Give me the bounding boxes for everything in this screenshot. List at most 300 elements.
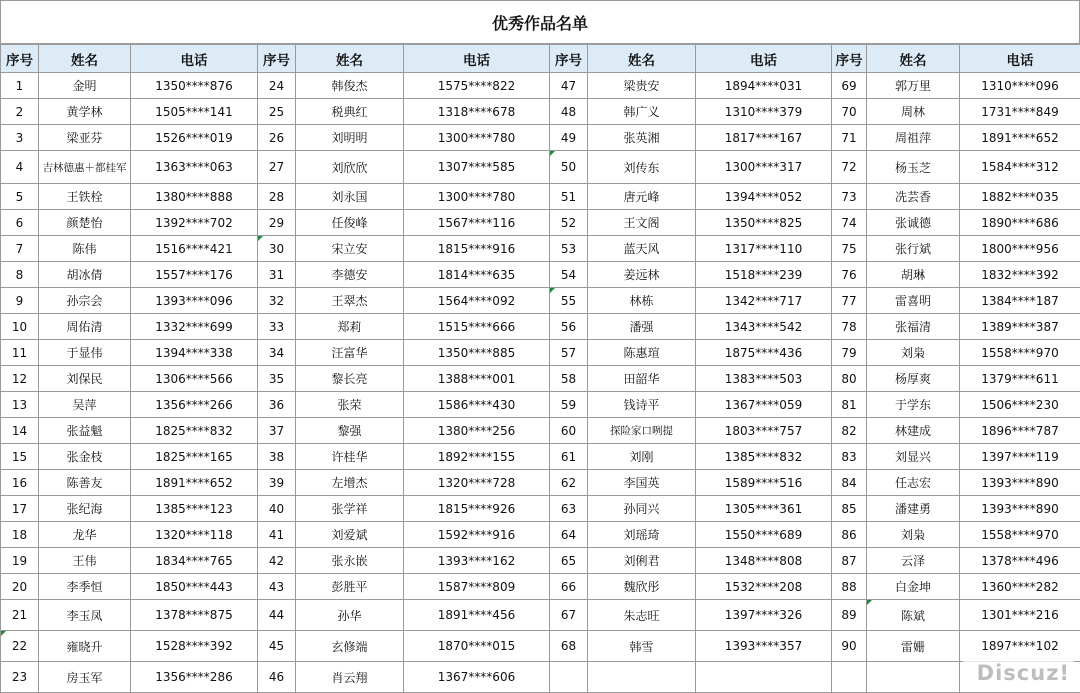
cell-index: 25: [258, 99, 296, 125]
cell-phone: 1825****165: [131, 444, 258, 470]
cell-phone: 1301****216: [960, 600, 1080, 631]
cell-name: 李季恒: [39, 574, 131, 600]
cell-name: 韩雪: [588, 631, 696, 662]
cell-name: 任俊峰: [296, 210, 404, 236]
cell-index: 10: [1, 314, 39, 340]
cell-name: 宋立安: [296, 236, 404, 262]
cell-name: 陈伟: [39, 236, 131, 262]
cell-name: 周祖萍: [867, 125, 960, 151]
cell-index: 84: [832, 470, 867, 496]
cell-index: 49: [550, 125, 588, 151]
cell-name: 任志宏: [867, 470, 960, 496]
header-name: 姓名: [867, 45, 960, 73]
cell-phone: 1589****516: [696, 470, 832, 496]
cell-phone: 1385****123: [131, 496, 258, 522]
cell-index: 64: [550, 522, 588, 548]
table-row: [1, 314, 1080, 340]
cell-index: 59: [550, 392, 588, 418]
cell-name: 潘强: [588, 314, 696, 340]
cell-phone: 1506****230: [960, 392, 1080, 418]
cell-index: 33: [258, 314, 296, 340]
header-name: 姓名: [39, 45, 131, 73]
cell-name: 刘瑶琦: [588, 522, 696, 548]
cell-name: 颜楚怡: [39, 210, 131, 236]
cell-phone: 1367****606: [404, 662, 550, 693]
cell-phone: 1870****015: [404, 631, 550, 662]
cell-name: 肖云翔: [296, 662, 404, 693]
cell-phone: 1897****102: [960, 631, 1080, 662]
cell-phone: 1305****361: [696, 496, 832, 522]
header-name: 姓名: [296, 45, 404, 73]
cell-phone: 1891****652: [960, 125, 1080, 151]
cell-name: 税典红: [296, 99, 404, 125]
cell-phone: 1380****888: [131, 184, 258, 210]
cell-index: 7: [1, 236, 39, 262]
cell-phone: 1348****808: [696, 548, 832, 574]
cell-phone: 1300****780: [404, 125, 550, 151]
cell-name: 张诚德: [867, 210, 960, 236]
header-row: [1, 45, 1080, 73]
cell-name: 陈斌: [867, 600, 960, 631]
cell-name: 白金坤: [867, 574, 960, 600]
cell-index: 74: [832, 210, 867, 236]
cell-phone: 1891****456: [404, 600, 550, 631]
cell-index: 63: [550, 496, 588, 522]
table-row: [1, 470, 1080, 496]
cell-phone: 1389****387: [960, 314, 1080, 340]
cell-name: 林建成: [867, 418, 960, 444]
cell-name: 韩广义: [588, 99, 696, 125]
cell-phone: 1392****702: [131, 210, 258, 236]
table-row: [1, 522, 1080, 548]
cell-index: 70: [832, 99, 867, 125]
cell-index: 38: [258, 444, 296, 470]
cell-index: 17: [1, 496, 39, 522]
cell-phone: 1385****832: [696, 444, 832, 470]
cell-phone: 1592****916: [404, 522, 550, 548]
cell-index: 13: [1, 392, 39, 418]
cell-phone: 1567****116: [404, 210, 550, 236]
cell-index: 80: [832, 366, 867, 392]
header-name: 姓名: [588, 45, 696, 73]
cell-index: 76: [832, 262, 867, 288]
header-index: 序号: [832, 45, 867, 73]
cell-name: 云泽: [867, 548, 960, 574]
cell-index: 72: [832, 151, 867, 184]
cell-phone: 1342****717: [696, 288, 832, 314]
cell-name: 张金枝: [39, 444, 131, 470]
cell-phone: [696, 662, 832, 693]
cell-index: 62: [550, 470, 588, 496]
cell-phone: 1586****430: [404, 392, 550, 418]
cell-name: 蓝天风: [588, 236, 696, 262]
cell-phone: 1393****890: [960, 470, 1080, 496]
cell-name: 钱诗平: [588, 392, 696, 418]
table-row: [1, 99, 1080, 125]
cell-name: 金明: [39, 73, 131, 99]
cell-index: 54: [550, 262, 588, 288]
cell-name: 陈善友: [39, 470, 131, 496]
cell-index: 65: [550, 548, 588, 574]
cell-name: [867, 662, 960, 693]
cell-phone: 1890****686: [960, 210, 1080, 236]
cell-index: 68: [550, 631, 588, 662]
table-row: [1, 236, 1080, 262]
cell-phone: 1318****678: [404, 99, 550, 125]
cell-phone: 1360****282: [960, 574, 1080, 600]
cell-index: 47: [550, 73, 588, 99]
cell-index: 52: [550, 210, 588, 236]
cell-name: 郭万里: [867, 73, 960, 99]
cell-index: 40: [258, 496, 296, 522]
cell-phone: 1397****326: [696, 600, 832, 631]
cell-index: 81: [832, 392, 867, 418]
cell-index: 73: [832, 184, 867, 210]
cell-index: 21: [1, 600, 39, 631]
cell-name: 吉林德惠＋都桂军: [39, 151, 131, 184]
cell-name: 张纪海: [39, 496, 131, 522]
table-row: [1, 366, 1080, 392]
cell-phone: 1815****916: [404, 236, 550, 262]
cell-phone: 1310****379: [696, 99, 832, 125]
cell-index: 86: [832, 522, 867, 548]
cell-index: 82: [832, 418, 867, 444]
cell-index: 50: [550, 151, 588, 184]
cell-name: 王文阁: [588, 210, 696, 236]
cell-index: 79: [832, 340, 867, 366]
cell-name: 王铁栓: [39, 184, 131, 210]
cell-phone: 1814****635: [404, 262, 550, 288]
cell-index: 48: [550, 99, 588, 125]
cell-index: 87: [832, 548, 867, 574]
cell-phone: 1505****141: [131, 99, 258, 125]
cell-phone: 1564****092: [404, 288, 550, 314]
cell-name: 潘建勇: [867, 496, 960, 522]
cell-name: 冼芸香: [867, 184, 960, 210]
cell-phone: 1550****689: [696, 522, 832, 548]
cell-index: 44: [258, 600, 296, 631]
cell-index: 69: [832, 73, 867, 99]
cell-name: 于学东: [867, 392, 960, 418]
table-row: [1, 600, 1080, 631]
cell-index: 66: [550, 574, 588, 600]
cell-name: 张荣: [296, 392, 404, 418]
cell-name: 玄修端: [296, 631, 404, 662]
cell-phone: 1584****312: [960, 151, 1080, 184]
cell-index: 31: [258, 262, 296, 288]
cell-phone: 1379****611: [960, 366, 1080, 392]
cell-phone: 1393****162: [404, 548, 550, 574]
cell-name: 刘刚: [588, 444, 696, 470]
cell-name: 房玉军: [39, 662, 131, 693]
cell-name: 刘枭: [867, 340, 960, 366]
cell-index: 43: [258, 574, 296, 600]
cell-index: [550, 662, 588, 693]
cell-name: 刘俐君: [588, 548, 696, 574]
cell-phone: 1343****542: [696, 314, 832, 340]
cell-index: 58: [550, 366, 588, 392]
table-row: [1, 125, 1080, 151]
cell-phone: 1558****970: [960, 522, 1080, 548]
cell-name: 周林: [867, 99, 960, 125]
cell-index: 30: [258, 236, 296, 262]
cell-index: 41: [258, 522, 296, 548]
cell-phone: 1532****208: [696, 574, 832, 600]
cell-name: 探险家口咧提: [588, 418, 696, 444]
cell-name: 龙华: [39, 522, 131, 548]
cell-index: 60: [550, 418, 588, 444]
sheet-title: 优秀作品名单: [0, 0, 1080, 44]
cell-phone: 1378****496: [960, 548, 1080, 574]
table-row: [1, 73, 1080, 99]
cell-phone: 1558****970: [960, 340, 1080, 366]
discuz-watermark: Discuz!: [963, 661, 1074, 685]
cell-phone: 1815****926: [404, 496, 550, 522]
cell-index: 36: [258, 392, 296, 418]
cell-index: 23: [1, 662, 39, 693]
cell-name: 黎强: [296, 418, 404, 444]
cell-index: 11: [1, 340, 39, 366]
cell-phone: 1310****096: [960, 73, 1080, 99]
cell-phone: 1516****421: [131, 236, 258, 262]
cell-phone: 1557****176: [131, 262, 258, 288]
cell-name: 张益魁: [39, 418, 131, 444]
cell-index: 22: [1, 631, 39, 662]
table-row: [1, 662, 1080, 693]
cell-name: 许桂华: [296, 444, 404, 470]
cell-name: 孙同兴: [588, 496, 696, 522]
cell-name: 王伟: [39, 548, 131, 574]
cell-index: 37: [258, 418, 296, 444]
cell-name: 刘传东: [588, 151, 696, 184]
table-row: [1, 418, 1080, 444]
cell-index: 89: [832, 600, 867, 631]
header-index: 序号: [258, 45, 296, 73]
cell-phone: 1393****096: [131, 288, 258, 314]
cell-name: 杨厚爽: [867, 366, 960, 392]
cell-name: 雷姗: [867, 631, 960, 662]
cell-index: 46: [258, 662, 296, 693]
cell-index: 83: [832, 444, 867, 470]
cell-phone: 1384****187: [960, 288, 1080, 314]
cell-name: 刘显兴: [867, 444, 960, 470]
cell-index: 67: [550, 600, 588, 631]
cell-index: 45: [258, 631, 296, 662]
cell-index: 39: [258, 470, 296, 496]
table-row: [1, 151, 1080, 184]
cell-phone: 1800****956: [960, 236, 1080, 262]
cell-phone: 1891****652: [131, 470, 258, 496]
cell-name: 张学祥: [296, 496, 404, 522]
cell-name: 郑莉: [296, 314, 404, 340]
cell-index: 24: [258, 73, 296, 99]
cell-phone: 1892****155: [404, 444, 550, 470]
cell-index: 71: [832, 125, 867, 151]
cell-index: 18: [1, 522, 39, 548]
cell-index: 28: [258, 184, 296, 210]
table-row: [1, 392, 1080, 418]
cell-name: 彭胜平: [296, 574, 404, 600]
cell-name: 刘枭: [867, 522, 960, 548]
cell-name: 汪富华: [296, 340, 404, 366]
cell-phone: 1356****286: [131, 662, 258, 693]
cell-index: 3: [1, 125, 39, 151]
cell-name: 孙华: [296, 600, 404, 631]
cell-phone: 1397****119: [960, 444, 1080, 470]
cell-name: 左增杰: [296, 470, 404, 496]
cell-name: 胡冰倩: [39, 262, 131, 288]
cell-index: 19: [1, 548, 39, 574]
cell-phone: 1575****822: [404, 73, 550, 99]
cell-phone: 1882****035: [960, 184, 1080, 210]
table-row: [1, 496, 1080, 522]
cell-phone: 1894****031: [696, 73, 832, 99]
cell-name: 于显伟: [39, 340, 131, 366]
cell-name: 姜远林: [588, 262, 696, 288]
table-row: [1, 548, 1080, 574]
cell-name: 刘保民: [39, 366, 131, 392]
table-row: [1, 574, 1080, 600]
cell-name: 朱志旺: [588, 600, 696, 631]
cell-phone: 1320****118: [131, 522, 258, 548]
cell-index: 2: [1, 99, 39, 125]
award-list-table: [0, 44, 1080, 693]
cell-index: 8: [1, 262, 39, 288]
cell-name: 雷喜明: [867, 288, 960, 314]
cell-index: 4: [1, 151, 39, 184]
cell-index: 90: [832, 631, 867, 662]
cell-phone: 1394****052: [696, 184, 832, 210]
cell-index: 20: [1, 574, 39, 600]
cell-name: 韩俊杰: [296, 73, 404, 99]
cell-name: 周佑清: [39, 314, 131, 340]
cell-index: 55: [550, 288, 588, 314]
cell-index: 57: [550, 340, 588, 366]
cell-index: 78: [832, 314, 867, 340]
cell-index: 14: [1, 418, 39, 444]
cell-index: 56: [550, 314, 588, 340]
cell-name: 张永嵌: [296, 548, 404, 574]
table-row: [1, 210, 1080, 236]
cell-phone: 1834****765: [131, 548, 258, 574]
cell-name: 刘永国: [296, 184, 404, 210]
cell-phone: 1731****849: [960, 99, 1080, 125]
cell-phone: 1306****566: [131, 366, 258, 392]
cell-name: 梁贵安: [588, 73, 696, 99]
cell-phone: 1393****890: [960, 496, 1080, 522]
cell-index: 15: [1, 444, 39, 470]
table-row: [1, 288, 1080, 314]
cell-index: 27: [258, 151, 296, 184]
cell-index: 29: [258, 210, 296, 236]
cell-name: 林栋: [588, 288, 696, 314]
cell-phone: 1587****809: [404, 574, 550, 600]
cell-name: 刘明明: [296, 125, 404, 151]
cell-phone: 1803****757: [696, 418, 832, 444]
cell-index: 12: [1, 366, 39, 392]
cell-name: 雍晓升: [39, 631, 131, 662]
cell-phone: 1817****167: [696, 125, 832, 151]
cell-index: [832, 662, 867, 693]
cell-phone: 1300****317: [696, 151, 832, 184]
cell-name: 孙宗会: [39, 288, 131, 314]
cell-index: 6: [1, 210, 39, 236]
cell-phone: 1332****699: [131, 314, 258, 340]
cell-phone: 1518****239: [696, 262, 832, 288]
table-row: [1, 631, 1080, 662]
cell-index: 35: [258, 366, 296, 392]
cell-phone: 1350****885: [404, 340, 550, 366]
cell-phone: 1850****443: [131, 574, 258, 600]
cell-name: 杨玉芝: [867, 151, 960, 184]
cell-name: 张行斌: [867, 236, 960, 262]
cell-name: 张英湘: [588, 125, 696, 151]
cell-name: 李国英: [588, 470, 696, 496]
table-row: [1, 340, 1080, 366]
cell-name: 唐元峰: [588, 184, 696, 210]
cell-name: [588, 662, 696, 693]
cell-name: 张福清: [867, 314, 960, 340]
cell-phone: 1378****875: [131, 600, 258, 631]
cell-index: 1: [1, 73, 39, 99]
table-row: [1, 444, 1080, 470]
cell-phone: 1832****392: [960, 262, 1080, 288]
table-row: [1, 262, 1080, 288]
header-phone: 电话: [404, 45, 550, 73]
cell-phone: 1875****436: [696, 340, 832, 366]
cell-phone: 1363****063: [131, 151, 258, 184]
cell-index: 16: [1, 470, 39, 496]
cell-index: 77: [832, 288, 867, 314]
cell-index: 85: [832, 496, 867, 522]
cell-phone: 1300****780: [404, 184, 550, 210]
cell-phone: 1356****266: [131, 392, 258, 418]
cell-phone: 1394****338: [131, 340, 258, 366]
header-index: 序号: [1, 45, 39, 73]
cell-index: 51: [550, 184, 588, 210]
cell-name: 吴萍: [39, 392, 131, 418]
cell-phone: 1388****001: [404, 366, 550, 392]
cell-name: 胡琳: [867, 262, 960, 288]
cell-name: 梁亚芬: [39, 125, 131, 151]
cell-index: 34: [258, 340, 296, 366]
cell-phone: 1393****357: [696, 631, 832, 662]
cell-index: 53: [550, 236, 588, 262]
cell-index: 26: [258, 125, 296, 151]
cell-phone: 1380****256: [404, 418, 550, 444]
cell-name: 李玉凤: [39, 600, 131, 631]
cell-name: 魏欣彤: [588, 574, 696, 600]
header-index: 序号: [550, 45, 588, 73]
cell-phone: 1896****787: [960, 418, 1080, 444]
cell-phone: 1825****832: [131, 418, 258, 444]
cell-index: 32: [258, 288, 296, 314]
cell-index: 88: [832, 574, 867, 600]
cell-name: 刘爱斌: [296, 522, 404, 548]
cell-name: 田韶华: [588, 366, 696, 392]
cell-index: 9: [1, 288, 39, 314]
cell-name: 黄学林: [39, 99, 131, 125]
cell-index: 75: [832, 236, 867, 262]
header-phone: 电话: [131, 45, 258, 73]
cell-phone: 1526****019: [131, 125, 258, 151]
cell-phone: 1350****825: [696, 210, 832, 236]
cell-phone: 1528****392: [131, 631, 258, 662]
cell-index: 61: [550, 444, 588, 470]
cell-phone: 1307****585: [404, 151, 550, 184]
cell-name: 李德安: [296, 262, 404, 288]
cell-name: 黎长亮: [296, 366, 404, 392]
